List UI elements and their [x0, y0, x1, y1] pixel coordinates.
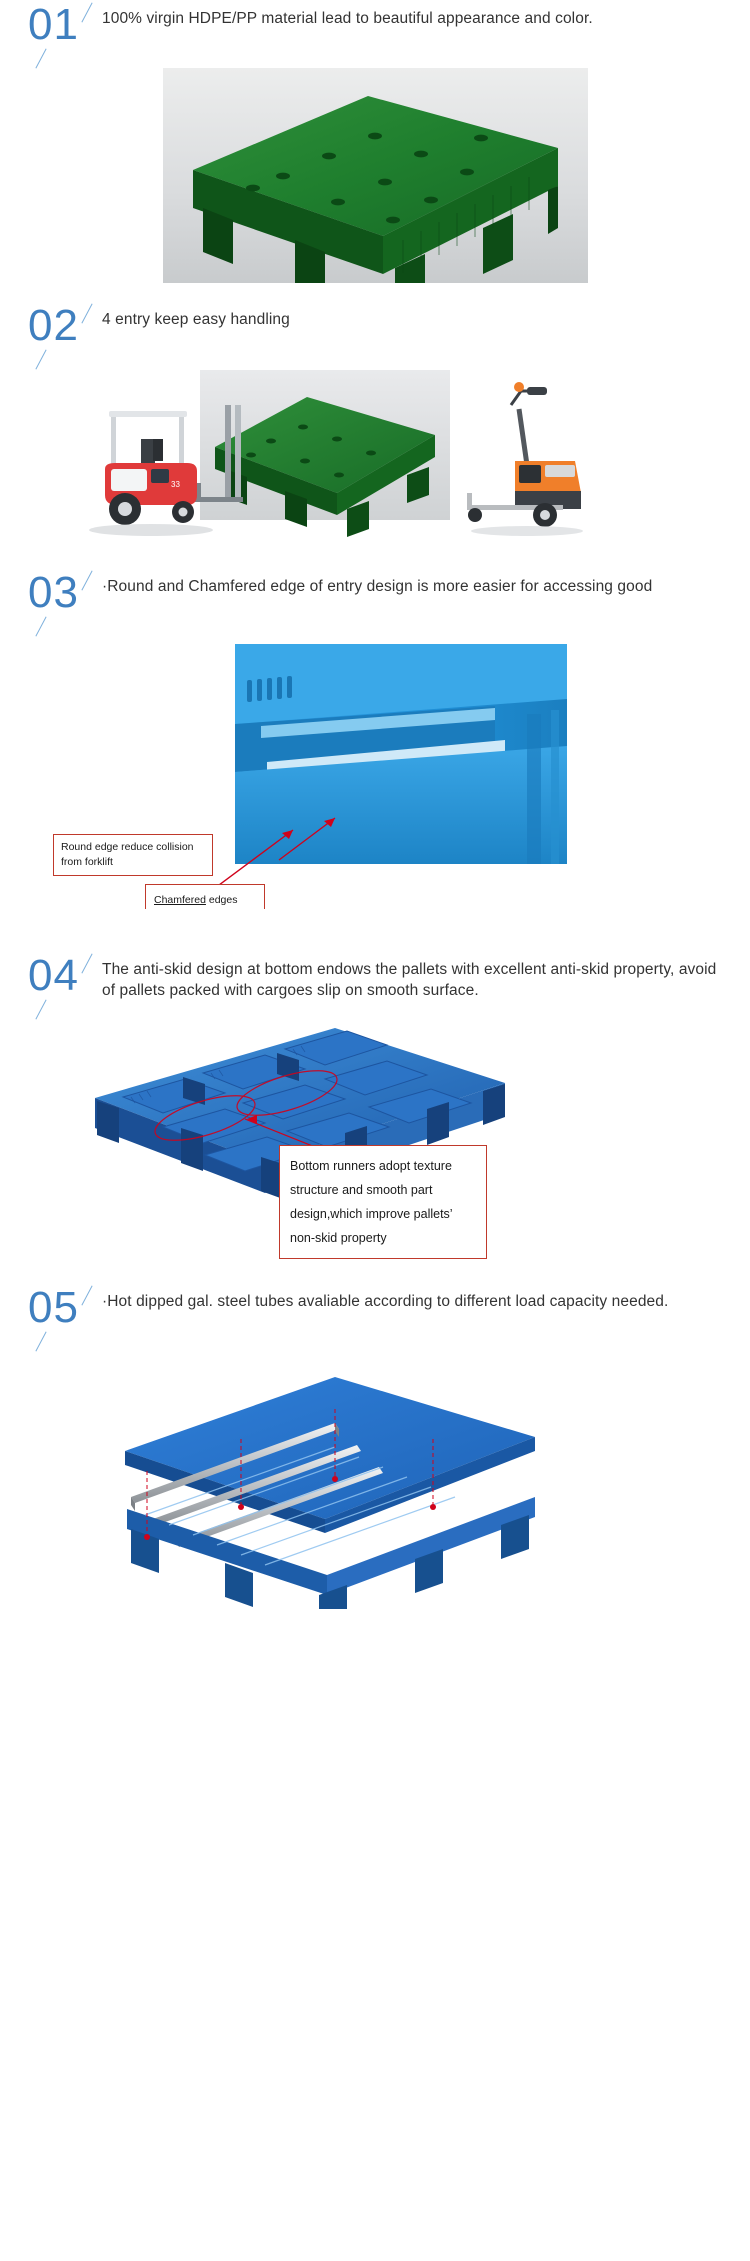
- bottom-runners-line3: design,which improve pallets’: [290, 1207, 453, 1221]
- chamfered-edges-callout: [145, 884, 265, 909]
- feature-number: 03: [28, 568, 79, 617]
- feature-section-05: [0, 1283, 750, 1609]
- feature-header-02: [0, 301, 750, 359]
- tick-mark-icon: [81, 3, 92, 23]
- bottom-runners-line4: non-skid property: [290, 1231, 387, 1245]
- feature-text: ·Round and Chamfered edge of entry design is more easier for accessing good: [102, 578, 653, 595]
- feature-section-01: [0, 0, 750, 283]
- feature-image-04: [0, 1023, 750, 1273]
- green-plastic-pallet-photo: [163, 68, 588, 283]
- tick-mark-icon: [81, 304, 92, 324]
- bottom-runners-callout: [279, 1145, 487, 1259]
- blue-pallet-entry-edge-photo: [35, 644, 715, 909]
- edges-word: edges: [205, 894, 238, 906]
- round-edge-callout-line1: Round edge reduce collision: [61, 841, 194, 853]
- feature-section-03: [0, 568, 750, 909]
- tick-mark-icon: [35, 617, 46, 637]
- spacer: [0, 909, 750, 951]
- feature-number: 05: [28, 1283, 79, 1332]
- feature-text: 4 entry keep easy handling: [102, 311, 290, 328]
- number-badge-01: [28, 0, 102, 58]
- feature-header-03: [0, 568, 750, 626]
- tick-mark-icon: [35, 1000, 46, 1020]
- spacer: [0, 283, 750, 301]
- round-edge-callout: [53, 834, 213, 876]
- forklift-pallet-pallet-truck-photo: [75, 365, 675, 550]
- tick-mark-icon: [81, 1286, 92, 1306]
- tick-mark-icon: [81, 954, 92, 974]
- number-badge-03: [28, 568, 102, 626]
- spacer: [0, 1273, 750, 1283]
- feature-header-04: [0, 951, 750, 1009]
- feature-image-03: [0, 644, 750, 909]
- number-badge-05: [28, 1283, 102, 1341]
- svg-text:33: 33: [171, 480, 180, 489]
- feature-section-04: [0, 951, 750, 1273]
- round-edge-callout-line2: from forklift: [61, 856, 113, 868]
- feature-section-02: [0, 301, 750, 550]
- feature-number: 02: [28, 301, 79, 350]
- feature-image-01: [0, 68, 750, 283]
- feature-text: 100% virgin HDPE/PP material lead to beautiful appearance and color.: [102, 10, 593, 27]
- feature-number: 04: [28, 951, 79, 1000]
- feature-header-05: [0, 1283, 750, 1341]
- blue-pallet-bottom-runners-photo: [35, 1023, 715, 1273]
- number-badge-02: [28, 301, 102, 359]
- feature-image-02: [0, 365, 750, 550]
- spacer: [0, 550, 750, 568]
- tick-mark-icon: [81, 571, 92, 591]
- feature-number: 01: [28, 0, 79, 49]
- bottom-runners-line2: structure and smooth part: [290, 1183, 433, 1197]
- feature-header-01: [0, 0, 750, 58]
- chamfered-word: Chamfered: [154, 894, 206, 906]
- number-badge-04: [28, 951, 102, 1009]
- tick-mark-icon: [35, 1332, 46, 1352]
- bottom-runners-line1: Bottom runners adopt texture: [290, 1159, 452, 1173]
- tick-mark-icon: [35, 49, 46, 69]
- feature-image-05: [0, 1359, 750, 1609]
- feature-text: The anti-skid design at bottom endows the pallets with excellent anti-skid property, avoid of pallets packed with cargoes slip on smooth surface.: [102, 961, 717, 999]
- blue-pallet-steel-tube-reinforcement-photo: [35, 1359, 715, 1609]
- feature-text: ·Hot dipped gal. steel tubes avaliable according to different load capacity needed.: [102, 1293, 669, 1310]
